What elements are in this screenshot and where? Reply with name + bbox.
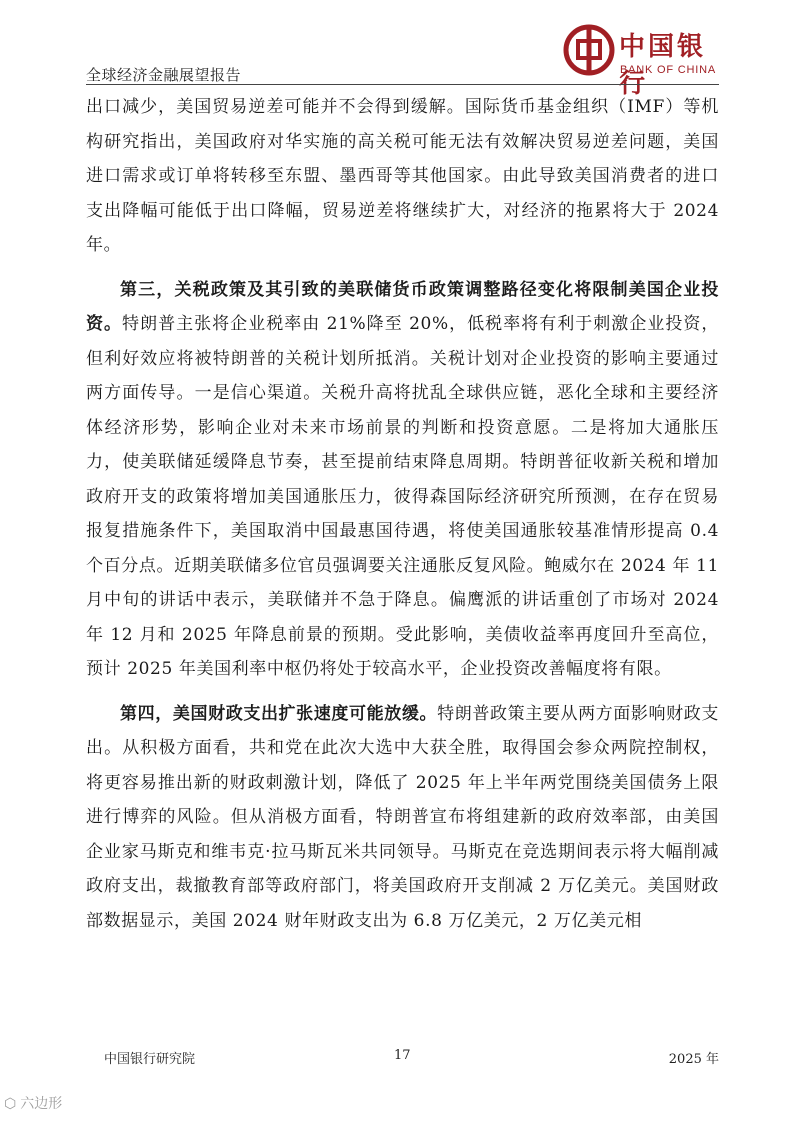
paragraph-1: 出口减少，美国贸易逆差可能并不会得到缓解。国际货币基金组织（IMF）等机构研究指出，美国政府对华实施的高关税可能无法有效解决贸易逆差问题，美国进口需求或订单将转移至东盟、墨西哥等其他国家。由此导致美国消费者的进口支出降幅可能低于出口降幅，贸易逆差将继续扩大，对经济的拖累将大于 2024 年。	[86, 97, 719, 255]
paragraph-3	[86, 697, 719, 939]
paragraph-2-heading: 第三，关税政策及其引致的美联储货币政策调整路径变化将限制美国企业投资。	[86, 279, 719, 334]
document-body	[86, 90, 719, 938]
paragraph-2	[86, 273, 719, 687]
watermark-text: 六边形	[20, 1096, 63, 1112]
bank-of-china-logo	[563, 20, 723, 99]
watermark-icon: ⬡	[4, 1096, 17, 1112]
bank-logo-icon	[563, 24, 615, 76]
header-divider	[86, 84, 719, 85]
page-number: 17	[394, 1048, 411, 1063]
logo-chinese-text: 中国银行	[619, 32, 707, 99]
paragraph-3-text: 特朗普政策主要从两方面影响财政支出。从积极方面看，共和党在此次大选中大获全胜，取得国会参众两院控制权，将更容易推出新的财政刺激计划，降低了 2025 年上半年两党围绕美国债务上限进行博弈的风险。但从消极方面看，特朗普宣布将组建新的政府效率部，由美国企业家马斯克和维韦克·拉马斯瓦米共同领导。马斯克在竞选期间表示将大幅削减政府支出，裁撤教育部等政府部门，将美国政府开支削减 2 万亿美元。美国财政部数据显示，美国 2024 财年财政支出为 6.8 万亿美元，2 万亿美元相	[86, 703, 719, 931]
paragraph-3-heading: 第四，美国财政支出扩张速度可能放缓。	[120, 703, 438, 724]
logo-english-text: BANK OF CHINA	[620, 64, 716, 76]
footer-year: 2025 年	[668, 1052, 719, 1067]
watermark	[4, 1093, 62, 1113]
footer-organization: 中国银行研究院	[104, 1052, 196, 1067]
paragraph-2-text: 特朗普主张将企业税率由 21%降至 20%，低税率将有利于刺激企业投资，但利好效应将被特朗普的关税计划所抵消。关税计划对企业投资的影响主要通过两方面传导。一是信心渠道。关税升高将扰乱全球供应链，恶化全球和主要经济体经济形势，影响企业对未来市场前景的判断和投资意愿。二是将加大通胀压力，使美联储延缓降息节奏，甚至提前结束降息周期。特朗普征收新关税和增加政府开支的政策将增加美国通胀压力，彼得森国际经济研究所预测，在存在贸易报复措施条件下，美国取消中国最惠国待遇，将使美国通胀较基准情形提高 0.4 个百分点。近期美联储多位官员强调要关注通胀反复风险。鲍威尔在 2024 年 11 月中旬的讲话中表示，美联储并不急于降息。偏鹰派的讲话重创了市场对 2024 年 12 月和 2025 年降息前景的预期。受此影响，美债收益率再度回升至高位，预计 2025 年美国利率中枢仍将处于较高水平，企业投资改善幅度将有限。	[86, 314, 719, 679]
report-title: 全球经济金融展望报告	[86, 66, 242, 84]
